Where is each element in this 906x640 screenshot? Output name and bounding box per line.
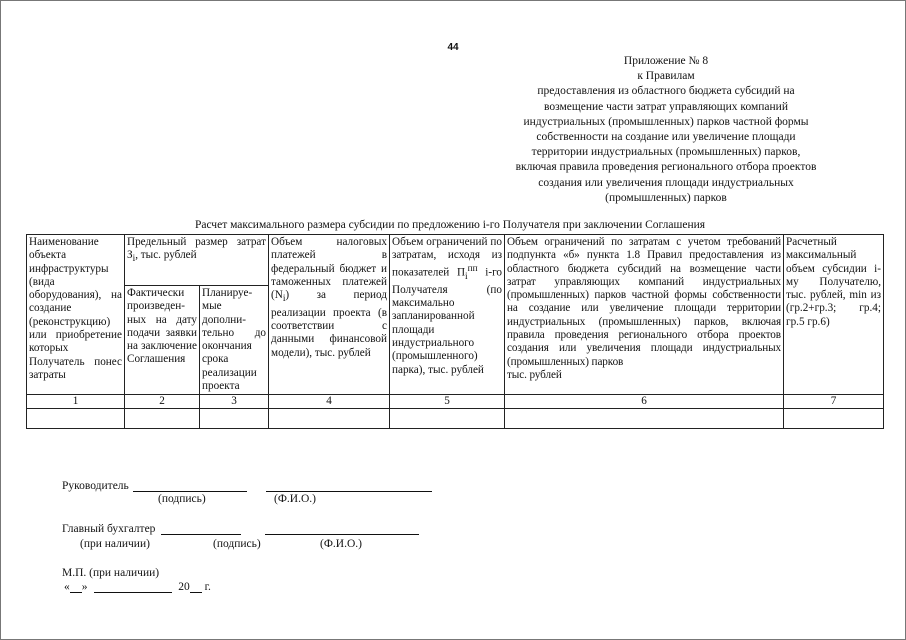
table-cell[interactable] (505, 409, 784, 429)
accountant-name-field[interactable] (265, 534, 419, 535)
header-tax-payments: Объем налоговых платежей в федеральный бюджет и таможенных платежей $(N_i)$ за период реализации проекта (в соответствии с данными финансовой модели), тыс. рублей (269, 235, 390, 395)
table-header-row (27, 235, 884, 286)
table-cell[interactable] (27, 409, 125, 429)
column-number: 4 (269, 395, 390, 409)
table-title: Расчет максимального размера субсидии по предложению i-го Получателя при заключении Соглашения (194, 219, 706, 231)
date-year-suffix: г. (204, 581, 211, 593)
stamp-label: М.П. (при наличии) (62, 567, 160, 579)
date-month-field[interactable] (94, 592, 172, 593)
header-cost-limits-area: Объем ограничений по затратам, исходя из показателей $П_i^{пп}$ i-го Получателя (по максимально запланированной площади индустриального (промышленного) парка), тыс. рублей (390, 235, 505, 395)
date-year-field[interactable] (190, 592, 202, 593)
table-cell[interactable] (200, 409, 269, 429)
appendix-line: индустриальных (промышленных) парков частной формы (523, 115, 809, 128)
accountant-note: (при наличии) (80, 538, 150, 550)
head-sign-field[interactable] (133, 491, 247, 492)
date-close-quote: » (81, 581, 88, 593)
head-label: Руководитель (62, 480, 129, 492)
table-cell[interactable] (784, 409, 884, 429)
column-number-row (27, 395, 884, 409)
accountant-label: Главный бухгалтер (62, 523, 156, 535)
accountant-sign-field[interactable] (161, 534, 241, 535)
head-sign-caption: (подпись) (158, 493, 206, 505)
table-data-row (27, 409, 884, 429)
table-cell[interactable] (269, 409, 390, 429)
accountant-sign-caption: (подпись) (213, 538, 261, 550)
date-year-prefix: 20 (178, 581, 190, 593)
head-signature-line (62, 480, 432, 492)
appendix-line: собственности на создание или увеличение площади (536, 131, 796, 144)
date-line (64, 581, 211, 593)
accountant-name-caption: (Ф.И.О.) (320, 538, 362, 550)
column-number: 2 (125, 395, 200, 409)
column-number: 6 (505, 395, 784, 409)
appendix-line: создания или увеличения площади индустриальных (538, 176, 794, 189)
head-name-caption: (Ф.И.О.) (274, 493, 316, 505)
header-planned-costs: Планируе-мые дополни-тельно до окончания срока реализации проекта (200, 286, 269, 395)
header-cost-limits-rules: Объем ограничений по затратам с учетом требований подпункта «б» пункта 1.8 Правил предоставления из областного бюджета субсидий на возмещение части затрат управляющих компаний индустриальных (промышленных) парков частной формы собственности на создание или увеличение площади территории индустриальных (промышленных) парков, включая правила проведения регионального отбора проектов создания или увеличения площади индустриальных (промышленных) парков тыс. рублей (505, 235, 784, 395)
appendix-line: (промышленных) парков (605, 191, 727, 204)
accountant-signature-line (62, 523, 419, 535)
header-max-subsidy: Расчетный максимальный объем субсидии i-му Получателю, тыс. рублей, min из (гр.2+гр.3; гр.4; гр.5 гр.6) (784, 235, 884, 395)
date-day-field[interactable] (70, 592, 82, 593)
table-cell[interactable] (125, 409, 200, 429)
appendix-line: к Правилам (637, 70, 695, 83)
column-number: 5 (390, 395, 505, 409)
appendix-line: возмещение части затрат управляющих компаний (544, 100, 788, 113)
table-cell[interactable] (390, 409, 505, 429)
header-object-name: Наименование объекта инфраструктуры (вида оборудования), на создание (реконструкцию) или приобретение которых Получатель понес затраты (27, 235, 125, 395)
appendix-line: предоставления из областного бюджета субсидий на (537, 85, 795, 98)
page-number: 44 (447, 42, 459, 53)
appendix-header (490, 54, 842, 206)
header-actual-costs: Фактически произведен-ных на дату подачи заявки на заключение Соглашения (125, 286, 200, 395)
appendix-line: территории индустриальных (промышленных) парков, (531, 146, 801, 159)
subsidy-calculation-table (26, 234, 884, 429)
appendix-line: Приложение № 8 (623, 55, 709, 67)
column-number: 1 (27, 395, 125, 409)
head-name-field[interactable] (266, 491, 432, 492)
appendix-line: включая правила проведения регионального отбора проектов (515, 161, 817, 174)
column-number: 3 (200, 395, 269, 409)
date-open-quote: « (64, 581, 70, 593)
column-number: 7 (784, 395, 884, 409)
header-max-costs-group: Предельный размер затрат $З_i$, тыс. рублей (125, 235, 269, 286)
